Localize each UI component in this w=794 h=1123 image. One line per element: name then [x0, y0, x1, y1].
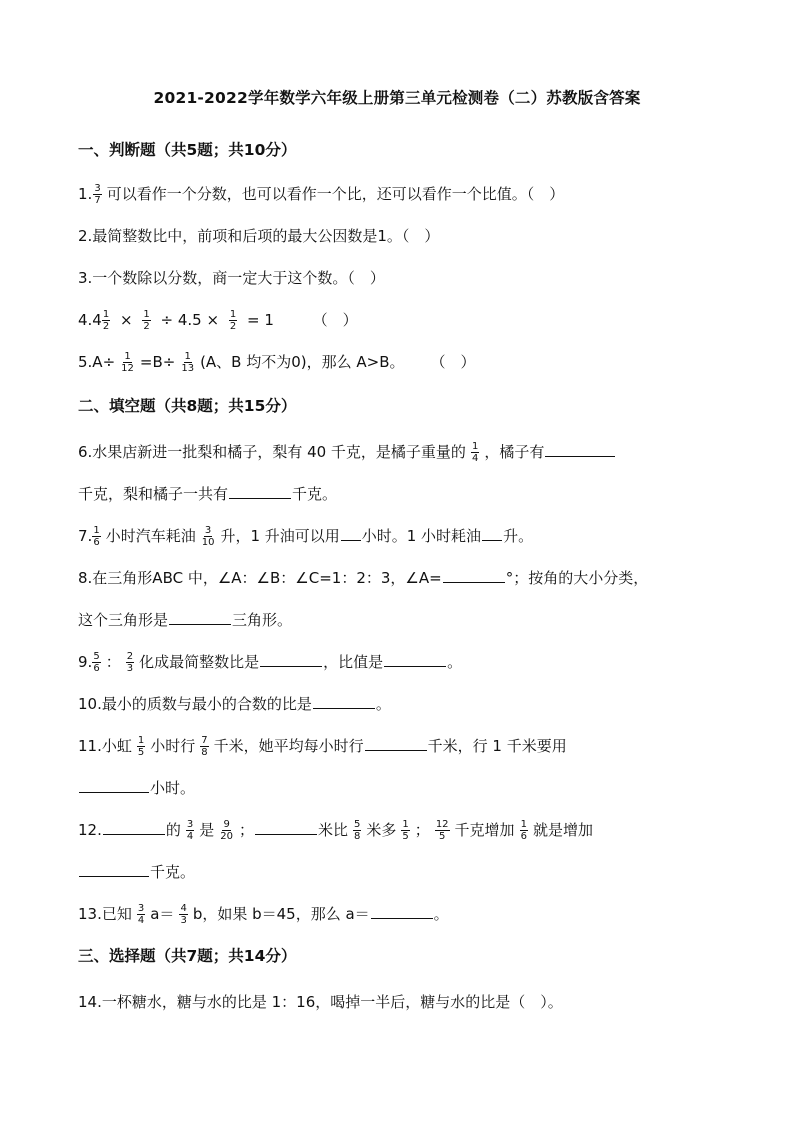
fraction: $\frac{1}{2}$	[143, 309, 150, 332]
fraction: $\frac{1}{2}$	[102, 309, 110, 332]
question-2: 2.最简整数比中，前项和后项的最大公因数是1。（ ）	[78, 227, 440, 245]
question-14: 14.一杯糖水，糖与水的比是 1：16，喝掉一半后，糖与水的比是（ ）。	[78, 993, 563, 1011]
fraction: $\frac{1}{6}$	[93, 525, 100, 548]
fraction: $\frac{7}{8}$	[201, 735, 208, 758]
question-7: 7. $\frac{1}{6}$ 小时汽车耗油 $\frac{3}{10}$ 升，1 升油可以用 小时。1 小时耗油 升。	[78, 525, 534, 548]
answer-blank[interactable]	[365, 734, 427, 751]
answer-blank[interactable]	[79, 776, 149, 793]
answer-blank[interactable]	[384, 650, 446, 667]
fraction: $\frac{9}{20}$	[220, 819, 233, 842]
answer-blank[interactable]	[169, 608, 231, 625]
fraction: $\frac{3}{4}$	[137, 903, 145, 926]
fraction: $\frac{2}{3}$	[126, 651, 134, 674]
fraction: $\frac{3}{4}$	[186, 819, 194, 842]
answer-blank[interactable]	[255, 818, 317, 835]
answer-blank[interactable]	[79, 860, 149, 877]
answer-blank[interactable]	[341, 524, 361, 541]
question-10: 10.最小的质数与最小的合数的比是 。	[78, 692, 391, 716]
section-heading-judgement: 一、判断题（共5题；共10分）	[78, 141, 297, 159]
fraction: $\frac{3}{10}$	[201, 525, 215, 548]
question-11-continued: 小时。	[78, 776, 195, 800]
question-text: 可以看作一个分数，也可以看作一个比，还可以看作一个比值。（ ）	[106, 185, 565, 203]
fraction: $\frac{1}{5}$	[137, 735, 145, 758]
fraction: $\frac{1}{12}$	[121, 351, 134, 374]
question-1	[78, 182, 564, 206]
page-title: 2021-2022学年数学六年级上册第三单元检测卷（二）苏教版含答案	[153, 89, 641, 107]
question-12: 12. 的 $\frac{3}{4}$ 是 $\frac{9}{20}$ ； 米比 $\frac{5}{8}$ 米多 $\frac{1}{5}$ ； $\frac{12}{5}$ 千克增加 $\frac{1}{6}$ 就是增加	[78, 819, 593, 842]
fraction: $\frac{3}{7}$	[94, 183, 101, 206]
fraction: $\frac{5}{8}$	[354, 819, 361, 842]
question-number: 1.	[78, 185, 93, 203]
section-heading-fill-in: 二、填空题（共8题；共15分）	[78, 397, 297, 415]
question-4: 4.4 $\frac{1}{2}$ × $\frac{1}{2}$ ÷ 4.5 × $\frac{1}{2}$ = 1 （ ）	[78, 309, 358, 332]
question-6: 6.水果店新进一批梨和橘子，梨有 40 千克，是橘子重量的 $\frac{1}{4}$ ，橘子有	[78, 440, 616, 464]
answer-parens: （ ）	[430, 353, 476, 371]
answer-blank[interactable]	[103, 818, 165, 835]
answer-parens: （ ）	[312, 311, 358, 329]
answer-blank[interactable]	[371, 902, 433, 919]
question-9: 9. $\frac{5}{6}$ ： $\frac{2}{3}$ 化成最简整数比是 ，比值是 。	[78, 651, 463, 674]
fraction: $\frac{1}{2}$	[229, 309, 237, 332]
question-6-continued: 千克，梨和橘子一共有 千克。	[78, 482, 337, 506]
answer-blank[interactable]	[545, 440, 615, 457]
question-8-continued: 这个三角形是 三角形。	[78, 608, 292, 632]
fraction: $\frac{1}{6}$	[520, 819, 527, 842]
answer-blank[interactable]	[229, 482, 291, 499]
answer-blank[interactable]	[443, 566, 505, 583]
answer-blank[interactable]	[482, 524, 502, 541]
question-13: 13.已知 $\frac{3}{4}$ a＝ $\frac{4}{3}$ b，如果 b＝45，那么 a＝ 。	[78, 903, 449, 926]
question-8: 8.在三角形ABC 中，∠A：∠B：∠C=1：2：3，∠A= °；按角的大小分类，	[78, 566, 648, 590]
section-heading-multiple-choice: 三、选择题（共7题；共14分）	[78, 947, 297, 965]
answer-blank[interactable]	[313, 692, 375, 709]
fraction: $\frac{1}{5}$	[402, 819, 409, 842]
question-5: 5.A÷ $\frac{1}{12}$ =B÷ $\frac{1}{13}$ (A、B 均不为0)，那么 A>B。 （ ）	[78, 351, 476, 374]
fraction: $\frac{1}{13}$	[181, 351, 195, 374]
question-11: 11.小虹 $\frac{1}{5}$ 小时行 $\frac{7}{8}$ 千米，她平均每小时行 千米，行 1 千米要用	[78, 735, 567, 758]
fraction: $\frac{4}{3}$	[180, 903, 187, 926]
fraction: $\frac{5}{6}$	[93, 651, 100, 674]
fraction: $\frac{1}{4}$	[471, 441, 479, 464]
answer-blank[interactable]	[260, 650, 322, 667]
fraction: $\frac{12}{5}$	[435, 819, 449, 842]
question-12-continued: 千克。	[78, 860, 195, 884]
question-3: 3.一个数除以分数，商一定大于这个数。（ ）	[78, 269, 385, 287]
